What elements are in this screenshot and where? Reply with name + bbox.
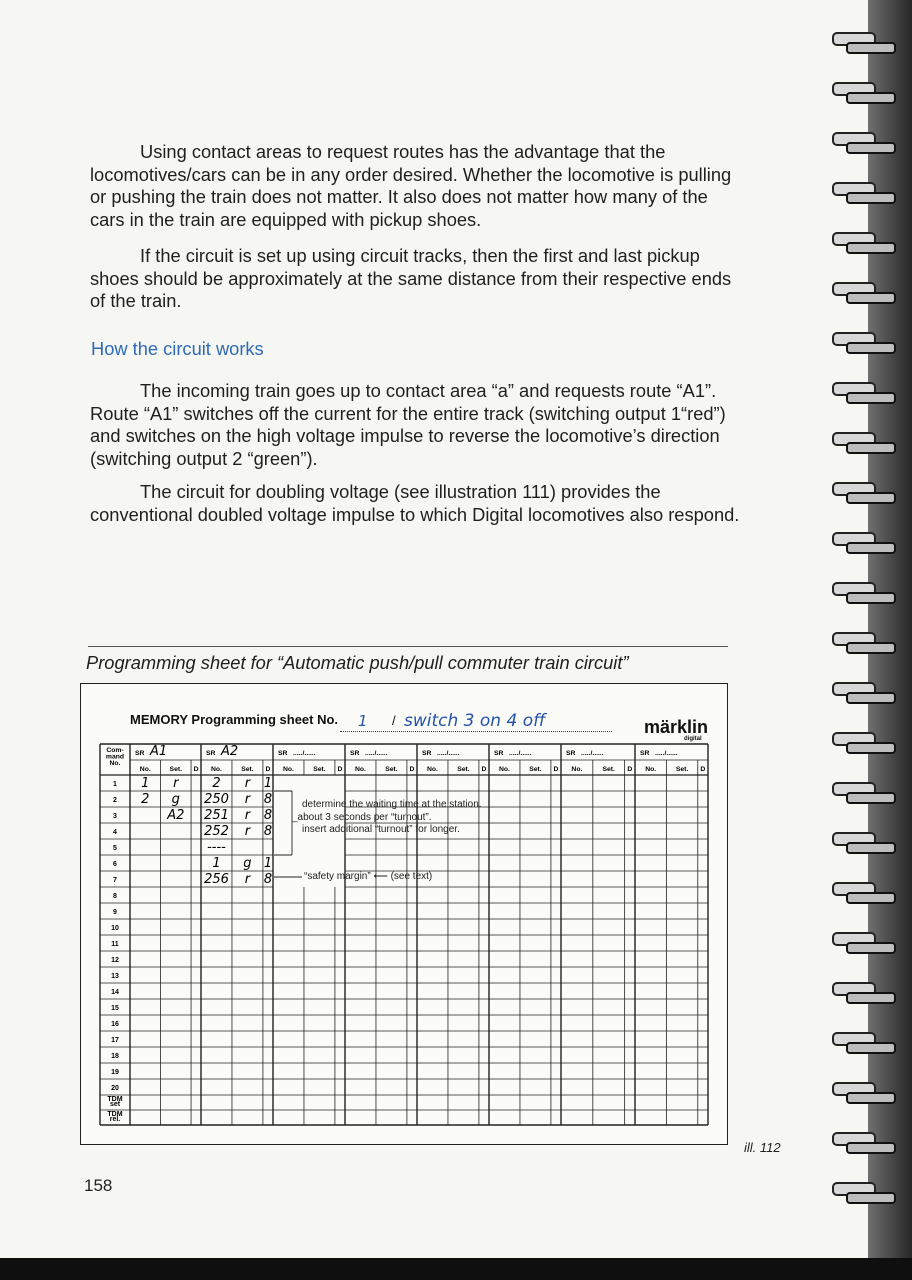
entry-setting: r	[173, 776, 179, 791]
row-number: 15	[111, 1005, 119, 1012]
waiting-time-note-line: _about 3 seconds per “turnout”.	[292, 811, 432, 823]
sr-value: ...../......	[581, 750, 604, 757]
entry-number: 2	[212, 776, 221, 791]
entry-number: 1	[212, 856, 221, 871]
row-number: 8	[113, 893, 117, 900]
illustration-label: ill. 112	[744, 1140, 781, 1155]
sheet-slash: /	[392, 713, 396, 728]
sr-label: SR	[350, 750, 360, 757]
sr-label: SR	[640, 750, 650, 757]
subheader-set: Set.	[385, 766, 398, 773]
row-number: 10	[111, 925, 119, 932]
tdm-rel-label: TDM	[107, 1111, 123, 1118]
subheader-no: No.	[571, 766, 583, 773]
subheader-no: No.	[355, 766, 366, 773]
subheader-no: No.	[211, 766, 222, 773]
subheader-set: Set.	[241, 766, 254, 773]
subheader-set: Set.	[313, 766, 326, 773]
sr-label: SR	[422, 750, 432, 757]
entry-setting: g	[243, 856, 252, 871]
entry-setting: r	[244, 872, 251, 887]
figure-caption: Programming sheet for “Automatic push/pull commuter train circuit”	[86, 652, 629, 673]
row-number: 3	[113, 813, 117, 820]
row-number: 16	[111, 1021, 119, 1028]
subheader-no: No.	[283, 766, 294, 773]
tdm-rel-label: rel.	[109, 1116, 121, 1123]
sr-label: SR	[206, 750, 216, 757]
command-number-header: mand	[105, 753, 125, 761]
subheader-no: No.	[645, 766, 657, 773]
subheader-no: No.	[499, 766, 510, 773]
sr-label: SR	[494, 750, 504, 757]
row-number: 19	[111, 1069, 119, 1076]
row-number: 4	[113, 829, 117, 836]
page-number: 158	[84, 1176, 113, 1195]
entry-number: 250	[204, 792, 229, 807]
entry-number: 2	[141, 792, 150, 807]
row-number: 11	[111, 941, 119, 948]
subheader-d: D	[337, 766, 343, 773]
paragraph-doubling-voltage: The circuit for doubling voltage (see illustration 111) provides the conventional doubled voltage impulse to which Digital locomotives also respond.	[90, 481, 740, 525]
waiting-time-note-line: insert additional “turnout” for longer.	[302, 824, 460, 835]
sr-label: SR	[566, 750, 576, 757]
command-number-header: No.	[109, 760, 121, 767]
entry-d: 1	[263, 776, 273, 791]
entry-setting: r	[244, 808, 251, 823]
subheader-d: D	[265, 766, 271, 773]
row-number: 6	[113, 861, 117, 868]
safety-margin-note: “safety margin” ⟵ (see text)	[304, 871, 433, 882]
subheader-set: Set.	[529, 766, 542, 773]
entry-setting: g	[171, 792, 180, 807]
sr-value: A1	[150, 744, 168, 759]
entry-number: 1	[141, 776, 150, 791]
entry-setting: A2	[167, 808, 185, 823]
sr-value: ...../......	[437, 750, 460, 757]
subheader-set: Set.	[169, 766, 183, 773]
subheader-no: No.	[139, 766, 151, 773]
subheader-d: D	[627, 766, 633, 773]
entry-d: 8	[263, 808, 273, 823]
sr-value: ...../......	[293, 750, 316, 757]
entry-setting: r	[244, 776, 251, 791]
sheet-description: switch 3 on 4 off	[404, 711, 546, 731]
sr-value: ...../......	[365, 750, 388, 757]
row-number: 9	[113, 909, 117, 916]
subheader-d: D	[409, 766, 415, 773]
waiting-time-note-line: determine the waiting time at the station.	[302, 799, 482, 810]
sr-label: SR	[278, 750, 288, 757]
entry-setting: r	[244, 824, 251, 839]
paragraph-contact-areas: Using contact areas to request routes has the advantage that the locomotives/cars can be in any order desired. Whether the locomotive is pulling or pushing the train does not matter. It also does not matter how many of the cars in the train are equipped with pickup shoes.	[90, 141, 732, 230]
marklin-logo: märklin	[644, 717, 709, 737]
subheader-d: D	[193, 766, 199, 773]
row-number: 5	[113, 845, 117, 852]
paragraph-circuit-explanation: The incoming train goes up to contact area “a” and requests route “A1”. Route “A1” switches off the current for the entire track (switching output 1“red”) and switches on the high voltage impulse to reverse the locomotive’s direction (switching output 2 “green”).	[90, 380, 726, 469]
entry-d: 1	[263, 856, 273, 871]
tdm-set-label: TDM	[107, 1096, 123, 1103]
entry-d: 8	[263, 872, 273, 887]
row-number: 1	[113, 781, 117, 788]
row-number: 18	[111, 1053, 119, 1060]
entry-setting: r	[244, 792, 251, 807]
sr-value: A2	[221, 744, 239, 759]
row-number: 13	[111, 973, 119, 980]
subheader-d: D	[481, 766, 487, 773]
row-number: 12	[111, 957, 119, 964]
sr-label: SR	[135, 750, 145, 757]
entry-number: 256	[204, 872, 229, 887]
tdm-set-label: set	[109, 1101, 121, 1108]
subheader-set: Set.	[457, 766, 470, 773]
subheader-d: D	[553, 766, 559, 773]
subheader-d: D	[700, 766, 706, 773]
subheader-set: Set.	[602, 766, 615, 773]
entry-number: 251	[204, 808, 229, 823]
sr-value: ...../......	[509, 750, 532, 757]
section-heading: How the circuit works	[91, 338, 264, 359]
command-number-header: Com-	[106, 747, 124, 754]
row-number: 14	[111, 989, 119, 996]
subheader-set: Set.	[675, 766, 689, 773]
subheader-no: No.	[427, 766, 438, 773]
entry-d: 8	[263, 792, 273, 807]
sr-value: ...../......	[655, 750, 678, 757]
sheet-number: 1	[358, 712, 368, 730]
marklin-logo-subtitle: digital	[684, 736, 702, 742]
entry-number: 252	[204, 824, 229, 839]
entry-number: ----	[207, 840, 226, 855]
row-number: 20	[111, 1085, 119, 1092]
row-number: 7	[113, 877, 117, 884]
sheet-title: MEMORY Programming sheet No.	[130, 712, 339, 727]
row-number: 17	[111, 1037, 119, 1044]
row-number: 2	[113, 797, 117, 804]
entry-d: 8	[263, 824, 273, 839]
paragraph-circuit-tracks: If the circuit is set up using circuit tracks, then the first and last pickup shoes should be approximately at the same distance from their respective ends of the train.	[90, 245, 732, 311]
